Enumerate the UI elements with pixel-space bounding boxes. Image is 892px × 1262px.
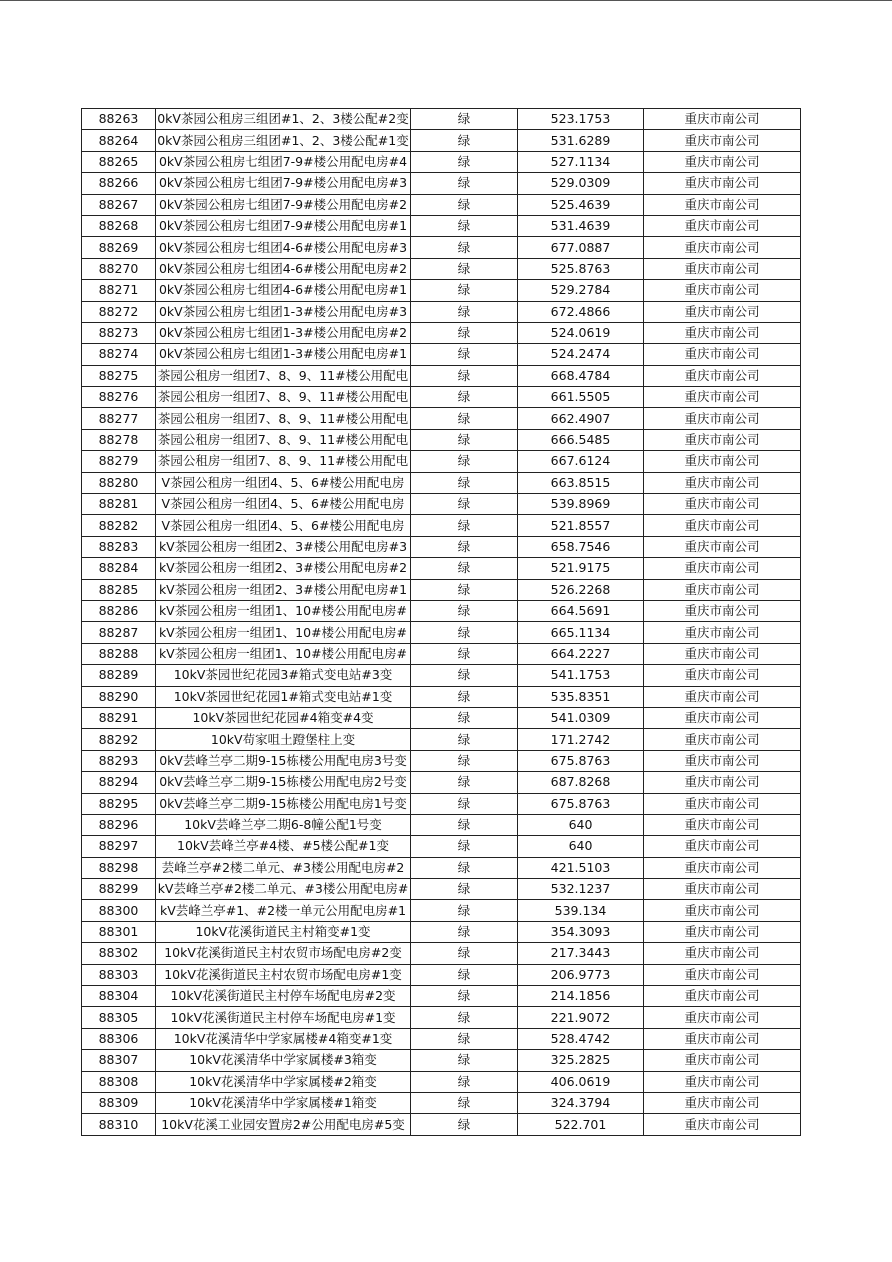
cell-name: V茶园公租房一组团4、5、6#楼公用配电房 [156,472,411,493]
cell-id: 88280 [82,472,156,493]
cell-value: 541.0309 [518,707,644,728]
cell-id: 88299 [82,879,156,900]
cell-company: 重庆市南公司 [644,408,801,429]
cell-name: kV茶园公租房一组团1、10#楼公用配电房# [156,643,411,664]
table-row [82,344,801,365]
cell-company: 重庆市南公司 [644,322,801,343]
cell-name: 10kV芸峰兰亭二期6-8幢公配1号变 [156,814,411,835]
cell-id: 88306 [82,1028,156,1049]
data-table [81,108,801,1136]
cell-name: 10kV花溪工业园安置房2#公用配电房#5变 [156,1114,411,1135]
cell-id: 88281 [82,494,156,515]
cell-company: 重庆市南公司 [644,258,801,279]
table-row [82,814,801,835]
cell-company: 重庆市南公司 [644,536,801,557]
cell-id: 88284 [82,558,156,579]
cell-value: 675.8763 [518,750,644,771]
cell-status: 绿 [411,451,518,472]
cell-name: kV芸峰兰亭#2楼二单元、#3楼公用配电房# [156,879,411,900]
cell-status: 绿 [411,1092,518,1113]
cell-name: 茶园公租房一组团7、8、9、11#楼公用配电 [156,429,411,450]
cell-status: 绿 [411,322,518,343]
cell-name: kV茶园公租房一组团2、3#楼公用配电房#1 [156,579,411,600]
cell-name: 0kV芸峰兰亭二期9-15栋楼公用配电房2号变 [156,772,411,793]
cell-status: 绿 [411,643,518,664]
cell-status: 绿 [411,793,518,814]
cell-company: 重庆市南公司 [644,814,801,835]
cell-value: 525.4639 [518,194,644,215]
cell-id: 88271 [82,280,156,301]
cell-value: 221.9072 [518,1007,644,1028]
cell-status: 绿 [411,729,518,750]
cell-name: 10kV花溪街道民主村停车场配电房#2变 [156,986,411,1007]
cell-status: 绿 [411,387,518,408]
cell-company: 重庆市南公司 [644,600,801,621]
table-row [82,558,801,579]
cell-name: kV茶园公租房一组团2、3#楼公用配电房#3 [156,536,411,557]
cell-status: 绿 [411,1007,518,1028]
cell-value: 529.0309 [518,173,644,194]
cell-value: 662.4907 [518,408,644,429]
cell-status: 绿 [411,1114,518,1135]
cell-company: 重庆市南公司 [644,622,801,643]
cell-value: 664.2227 [518,643,644,664]
cell-value: 406.0619 [518,1071,644,1092]
cell-value: 668.4784 [518,365,644,386]
cell-value: 523.1753 [518,109,644,130]
cell-name: 10kV茶园世纪花园#4箱变#4变 [156,707,411,728]
cell-id: 88263 [82,109,156,130]
cell-value: 324.3794 [518,1092,644,1113]
cell-id: 88291 [82,707,156,728]
cell-value: 687.8268 [518,772,644,793]
cell-id: 88279 [82,451,156,472]
cell-id: 88297 [82,836,156,857]
cell-company: 重庆市南公司 [644,921,801,942]
cell-name: 10kV花溪清华中学家属楼#4箱变#1变 [156,1028,411,1049]
table-row [82,750,801,771]
cell-value: 541.1753 [518,665,644,686]
table-row [82,536,801,557]
cell-name: 0kV茶园公租房七组团4-6#楼公用配电房#1 [156,280,411,301]
cell-id: 88270 [82,258,156,279]
cell-status: 绿 [411,622,518,643]
table-row [82,686,801,707]
table-row [82,857,801,878]
table-row [82,451,801,472]
cell-status: 绿 [411,964,518,985]
cell-id: 88278 [82,429,156,450]
cell-name: 10kV花溪清华中学家属楼#3箱变 [156,1050,411,1071]
cell-status: 绿 [411,429,518,450]
table-row [82,494,801,515]
cell-company: 重庆市南公司 [644,579,801,600]
table-row [82,707,801,728]
cell-name: 0kV茶园公租房七组团7-9#楼公用配电房#1 [156,215,411,236]
cell-status: 绿 [411,130,518,151]
cell-name: kV茶园公租房一组团1、10#楼公用配电房# [156,622,411,643]
cell-name: 10kV芸峰兰亭#4楼、#5楼公配#1变 [156,836,411,857]
cell-status: 绿 [411,1028,518,1049]
cell-name: V茶园公租房一组团4、5、6#楼公用配电房 [156,515,411,536]
cell-value: 535.8351 [518,686,644,707]
cell-value: 677.0887 [518,237,644,258]
cell-id: 88290 [82,686,156,707]
cell-status: 绿 [411,686,518,707]
cell-status: 绿 [411,772,518,793]
table-row [82,109,801,130]
cell-id: 88305 [82,1007,156,1028]
cell-name: 10kV花溪清华中学家属楼#2箱变 [156,1071,411,1092]
cell-name: 0kV茶园公租房七组团4-6#楼公用配电房#3 [156,237,411,258]
cell-company: 重庆市南公司 [644,301,801,322]
cell-company: 重庆市南公司 [644,194,801,215]
cell-company: 重庆市南公司 [644,1028,801,1049]
cell-id: 88269 [82,237,156,258]
page-top-border [0,0,892,1]
table-row [82,301,801,322]
cell-name: 0kV茶园公租房七组团7-9#楼公用配电房#2 [156,194,411,215]
cell-value: 521.9175 [518,558,644,579]
table-row [82,1007,801,1028]
cell-company: 重庆市南公司 [644,964,801,985]
cell-company: 重庆市南公司 [644,1092,801,1113]
table-row [82,643,801,664]
table-row [82,151,801,172]
cell-value: 667.6124 [518,451,644,472]
table-row [82,408,801,429]
cell-value: 214.1856 [518,986,644,1007]
cell-company: 重庆市南公司 [644,515,801,536]
cell-status: 绿 [411,921,518,942]
cell-status: 绿 [411,879,518,900]
cell-name: 0kV芸峰兰亭二期9-15栋楼公用配电房1号变 [156,793,411,814]
cell-name: 茶园公租房一组团7、8、9、11#楼公用配电 [156,387,411,408]
cell-name: 0kV茶园公租房七组团7-9#楼公用配电房#4 [156,151,411,172]
cell-company: 重庆市南公司 [644,750,801,771]
cell-company: 重庆市南公司 [644,472,801,493]
cell-value: 532.1237 [518,879,644,900]
table-row [82,365,801,386]
cell-value: 539.134 [518,900,644,921]
cell-company: 重庆市南公司 [644,729,801,750]
cell-name: 10kV花溪清华中学家属楼#1箱变 [156,1092,411,1113]
cell-value: 663.8515 [518,472,644,493]
table-row [82,258,801,279]
table-row [82,729,801,750]
cell-status: 绿 [411,900,518,921]
cell-company: 重庆市南公司 [644,836,801,857]
cell-status: 绿 [411,472,518,493]
cell-status: 绿 [411,1050,518,1071]
cell-company: 重庆市南公司 [644,943,801,964]
cell-value: 524.0619 [518,322,644,343]
table-row [82,237,801,258]
cell-id: 88282 [82,515,156,536]
cell-value: 531.6289 [518,130,644,151]
cell-value: 526.2268 [518,579,644,600]
cell-name: kV茶园公租房一组团1、10#楼公用配电房# [156,600,411,621]
cell-id: 88296 [82,814,156,835]
cell-id: 88292 [82,729,156,750]
cell-status: 绿 [411,986,518,1007]
cell-value: 531.4639 [518,215,644,236]
cell-company: 重庆市南公司 [644,1071,801,1092]
cell-name: 10kV花溪街道民主村停车场配电房#1变 [156,1007,411,1028]
table-row [82,1114,801,1135]
cell-name: 0kV茶园公租房七组团7-9#楼公用配电房#3 [156,173,411,194]
cell-value: 206.9773 [518,964,644,985]
table-row [82,515,801,536]
cell-value: 421.5103 [518,857,644,878]
cell-company: 重庆市南公司 [644,665,801,686]
cell-id: 88301 [82,921,156,942]
cell-status: 绿 [411,408,518,429]
cell-company: 重庆市南公司 [644,130,801,151]
cell-name: 0kV茶园公租房七组团1-3#楼公用配电房#2 [156,322,411,343]
cell-status: 绿 [411,536,518,557]
table-row [82,836,801,857]
cell-value: 665.1134 [518,622,644,643]
cell-company: 重庆市南公司 [644,109,801,130]
cell-value: 524.2474 [518,344,644,365]
cell-id: 88277 [82,408,156,429]
cell-value: 664.5691 [518,600,644,621]
cell-name: 10kV茶园世纪花园3#箱式变电站#3变 [156,665,411,686]
cell-name: 0kV茶园公租房七组团4-6#楼公用配电房#2 [156,258,411,279]
table-row [82,900,801,921]
cell-value: 640 [518,836,644,857]
cell-status: 绿 [411,258,518,279]
cell-status: 绿 [411,109,518,130]
cell-status: 绿 [411,836,518,857]
cell-name: 10kV花溪街道民主村农贸市场配电房#1变 [156,964,411,985]
table-row [82,600,801,621]
cell-name: 0kV茶园公租房七组团1-3#楼公用配电房#1 [156,344,411,365]
cell-id: 88298 [82,857,156,878]
cell-status: 绿 [411,558,518,579]
table-row [82,772,801,793]
cell-value: 666.5485 [518,429,644,450]
cell-company: 重庆市南公司 [644,900,801,921]
cell-id: 88303 [82,964,156,985]
table-row [82,964,801,985]
cell-name: kV茶园公租房一组团2、3#楼公用配电房#2 [156,558,411,579]
cell-id: 88266 [82,173,156,194]
cell-id: 88289 [82,665,156,686]
cell-status: 绿 [411,600,518,621]
table-row [82,1092,801,1113]
cell-status: 绿 [411,173,518,194]
table-row [82,322,801,343]
cell-id: 88274 [82,344,156,365]
table-row [82,793,801,814]
cell-status: 绿 [411,515,518,536]
cell-status: 绿 [411,814,518,835]
cell-value: 521.8557 [518,515,644,536]
table-row [82,130,801,151]
table-row [82,1071,801,1092]
cell-company: 重庆市南公司 [644,772,801,793]
cell-id: 88283 [82,536,156,557]
cell-id: 88308 [82,1071,156,1092]
cell-value: 658.7546 [518,536,644,557]
table-row [82,986,801,1007]
cell-name: 茶园公租房一组团7、8、9、11#楼公用配电 [156,408,411,429]
cell-name: V茶园公租房一组团4、5、6#楼公用配电房 [156,494,411,515]
cell-company: 重庆市南公司 [644,879,801,900]
cell-status: 绿 [411,365,518,386]
table-row [82,280,801,301]
cell-value: 171.2742 [518,729,644,750]
cell-id: 88272 [82,301,156,322]
cell-status: 绿 [411,579,518,600]
cell-id: 88288 [82,643,156,664]
cell-status: 绿 [411,665,518,686]
cell-company: 重庆市南公司 [644,986,801,1007]
cell-company: 重庆市南公司 [644,1007,801,1028]
cell-company: 重庆市南公司 [644,857,801,878]
cell-id: 88287 [82,622,156,643]
cell-status: 绿 [411,1071,518,1092]
cell-id: 88275 [82,365,156,386]
table-row [82,387,801,408]
cell-id: 88309 [82,1092,156,1113]
table-row [82,943,801,964]
cell-value: 522.701 [518,1114,644,1135]
cell-name: 10kV花溪街道民主村农贸市场配电房#2变 [156,943,411,964]
cell-value: 527.1134 [518,151,644,172]
cell-value: 661.5505 [518,387,644,408]
cell-company: 重庆市南公司 [644,643,801,664]
cell-name: 0kV茶园公租房三组团#1、2、3楼公配#2变 [156,109,411,130]
table-row [82,921,801,942]
cell-company: 重庆市南公司 [644,280,801,301]
cell-name: 茶园公租房一组团7、8、9、11#楼公用配电 [156,451,411,472]
table-body [82,109,801,1136]
cell-status: 绿 [411,194,518,215]
cell-id: 88294 [82,772,156,793]
cell-status: 绿 [411,943,518,964]
cell-company: 重庆市南公司 [644,237,801,258]
cell-company: 重庆市南公司 [644,365,801,386]
cell-name: 茶园公租房一组团7、8、9、11#楼公用配电 [156,365,411,386]
cell-status: 绿 [411,215,518,236]
cell-name: 10kV茶园世纪花园1#箱式变电站#1变 [156,686,411,707]
cell-value: 354.3093 [518,921,644,942]
cell-status: 绿 [411,280,518,301]
cell-name: 0kV茶园公租房七组团1-3#楼公用配电房#3 [156,301,411,322]
cell-id: 88268 [82,215,156,236]
cell-name: 0kV茶园公租房三组团#1、2、3楼公配#1变 [156,130,411,151]
table-row [82,1050,801,1071]
table-row [82,429,801,450]
cell-name: kV芸峰兰亭#1、#2楼一单元公用配电房#1 [156,900,411,921]
cell-id: 88265 [82,151,156,172]
table-row [82,665,801,686]
cell-id: 88295 [82,793,156,814]
cell-id: 88286 [82,600,156,621]
cell-company: 重庆市南公司 [644,215,801,236]
cell-value: 675.8763 [518,793,644,814]
cell-company: 重庆市南公司 [644,151,801,172]
table-row [82,879,801,900]
cell-id: 88273 [82,322,156,343]
table-row [82,173,801,194]
cell-company: 重庆市南公司 [644,558,801,579]
cell-status: 绿 [411,494,518,515]
cell-status: 绿 [411,151,518,172]
cell-company: 重庆市南公司 [644,429,801,450]
cell-id: 88293 [82,750,156,771]
cell-company: 重庆市南公司 [644,686,801,707]
table-row [82,1028,801,1049]
cell-value: 325.2825 [518,1050,644,1071]
cell-company: 重庆市南公司 [644,1114,801,1135]
cell-id: 88276 [82,387,156,408]
cell-status: 绿 [411,344,518,365]
cell-name: 10kV花溪街道民主村箱变#1变 [156,921,411,942]
cell-company: 重庆市南公司 [644,387,801,408]
cell-company: 重庆市南公司 [644,1050,801,1071]
cell-company: 重庆市南公司 [644,344,801,365]
cell-name: 0kV芸峰兰亭二期9-15栋楼公用配电房3号变 [156,750,411,771]
cell-status: 绿 [411,707,518,728]
cell-value: 525.8763 [518,258,644,279]
cell-value: 672.4866 [518,301,644,322]
cell-company: 重庆市南公司 [644,494,801,515]
cell-id: 88310 [82,1114,156,1135]
cell-value: 640 [518,814,644,835]
cell-id: 88300 [82,900,156,921]
cell-id: 88302 [82,943,156,964]
cell-company: 重庆市南公司 [644,173,801,194]
cell-status: 绿 [411,237,518,258]
cell-value: 529.2784 [518,280,644,301]
cell-name: 10kV苟家咀土蹬堡柱上变 [156,729,411,750]
cell-id: 88304 [82,986,156,1007]
cell-company: 重庆市南公司 [644,451,801,472]
table-row [82,579,801,600]
cell-name: 芸峰兰亭#2楼二单元、#3楼公用配电房#2 [156,857,411,878]
cell-value: 528.4742 [518,1028,644,1049]
cell-value: 217.3443 [518,943,644,964]
cell-id: 88264 [82,130,156,151]
table-row [82,215,801,236]
cell-status: 绿 [411,301,518,322]
table-row [82,194,801,215]
cell-status: 绿 [411,857,518,878]
cell-company: 重庆市南公司 [644,707,801,728]
cell-status: 绿 [411,750,518,771]
cell-company: 重庆市南公司 [644,793,801,814]
table-row [82,622,801,643]
cell-value: 539.8969 [518,494,644,515]
cell-id: 88285 [82,579,156,600]
cell-id: 88267 [82,194,156,215]
cell-id: 88307 [82,1050,156,1071]
table-row [82,472,801,493]
